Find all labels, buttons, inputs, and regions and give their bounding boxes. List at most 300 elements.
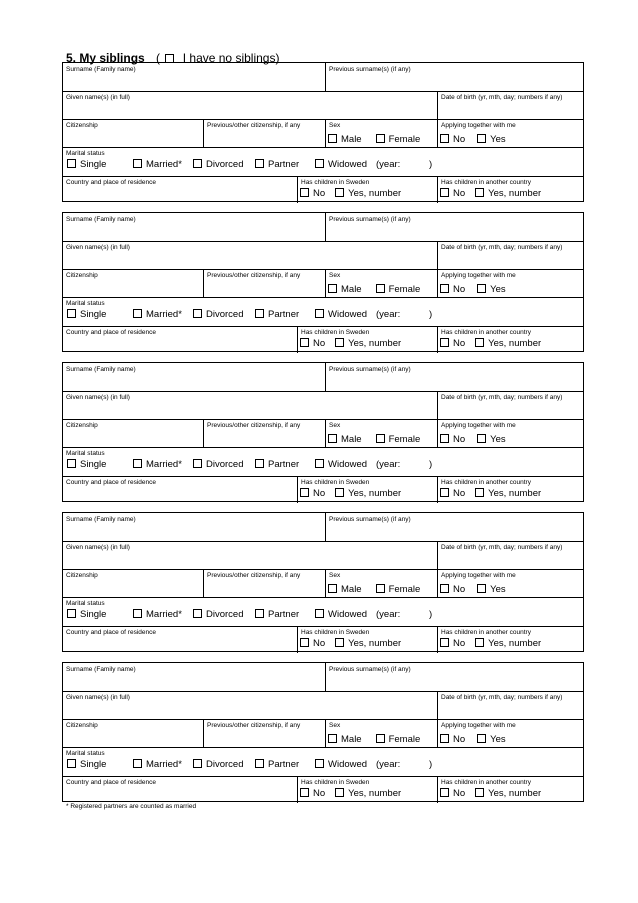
applying-yes-label: Yes	[490, 284, 506, 295]
children-other-yes-option[interactable]	[475, 488, 541, 499]
applying-no-checkbox[interactable]	[440, 134, 449, 143]
citizenship-label: Citizenship	[66, 422, 98, 429]
children-other-label: Has children in another country	[441, 329, 531, 336]
partner-label: Partner	[268, 159, 300, 170]
single-label: Single	[80, 459, 107, 470]
children-sweden-no-label: No	[313, 488, 326, 499]
country-residence-field[interactable]	[63, 326, 297, 353]
given-names-field[interactable]	[63, 241, 437, 269]
male-option[interactable]	[328, 734, 362, 745]
sibling-block	[62, 212, 584, 352]
children-sweden-no-option[interactable]	[300, 488, 325, 499]
applying-no-option[interactable]	[440, 284, 465, 295]
applying-no-option[interactable]	[440, 584, 465, 595]
citizenship-field[interactable]	[63, 719, 203, 747]
applying-yes-option[interactable]	[477, 134, 506, 145]
given-names-row	[63, 691, 583, 720]
sex-field	[325, 269, 438, 297]
children-sweden-no-checkbox[interactable]	[300, 788, 309, 797]
given-names-row	[63, 241, 583, 270]
marital-status-label: Marital status	[66, 150, 105, 157]
children-sweden-field	[297, 326, 438, 353]
surname-label: Surname (Family name)	[66, 216, 136, 223]
previous-surname-field[interactable]	[325, 513, 583, 541]
children-sweden-yes-checkbox[interactable]	[335, 338, 344, 347]
single-checkbox[interactable]	[67, 309, 76, 318]
applying-yes-option[interactable]	[477, 284, 506, 295]
applying-together-label: Applying together with me	[441, 122, 516, 129]
children-other-no-option[interactable]	[440, 488, 465, 499]
partner-checkbox[interactable]	[255, 759, 264, 768]
children-other-no-label: No	[453, 488, 466, 499]
marital-status-row	[63, 597, 583, 627]
children-other-yes-checkbox[interactable]	[475, 488, 484, 497]
children-sweden-label: Has children in Sweden	[301, 479, 370, 486]
children-sweden-no-checkbox[interactable]	[300, 338, 309, 347]
married-label: Married*	[146, 309, 182, 320]
children-sweden-field	[297, 476, 438, 503]
applying-together-field	[437, 269, 583, 297]
residence-row	[63, 176, 583, 203]
partner-label: Partner	[268, 309, 300, 320]
children-sweden-yes-checkbox[interactable]	[335, 638, 344, 647]
applying-no-checkbox[interactable]	[440, 434, 449, 443]
widowed-option[interactable]	[315, 759, 367, 770]
date-of-birth-label: Date of birth (yr, mth, day; numbers if any)	[441, 94, 563, 101]
children-other-yes-label: Yes, number	[488, 488, 542, 499]
divorced-checkbox[interactable]	[193, 459, 202, 468]
partner-checkbox[interactable]	[255, 309, 264, 318]
applying-no-option[interactable]	[440, 734, 465, 745]
children-other-yes-label: Yes, number	[488, 788, 542, 799]
applying-yes-checkbox[interactable]	[477, 434, 486, 443]
citizenship-field[interactable]	[63, 569, 203, 597]
married-option[interactable]	[133, 759, 182, 770]
female-option[interactable]	[376, 134, 421, 145]
children-other-label: Has children in another country	[441, 179, 531, 186]
applying-yes-label: Yes	[490, 434, 506, 445]
given-names-field[interactable]	[63, 91, 437, 119]
female-label: Female	[388, 734, 421, 745]
surname-row	[63, 213, 583, 242]
applying-yes-option[interactable]	[477, 434, 506, 445]
divorced-option[interactable]	[193, 309, 244, 320]
female-checkbox[interactable]	[376, 734, 385, 743]
year-close: )	[429, 759, 433, 770]
children-other-no-checkbox[interactable]	[440, 488, 449, 497]
children-sweden-no-checkbox[interactable]	[300, 188, 309, 197]
surname-row	[63, 363, 583, 392]
children-sweden-yes-label: Yes, number	[348, 488, 402, 499]
year-close: )	[429, 309, 433, 320]
date-of-birth-field[interactable]	[437, 91, 583, 119]
children-sweden-yes-checkbox[interactable]	[335, 188, 344, 197]
children-sweden-field	[297, 176, 438, 203]
date-of-birth-field[interactable]	[437, 691, 583, 719]
children-other-field	[437, 626, 583, 653]
children-sweden-label: Has children in Sweden	[301, 179, 370, 186]
year-open: (year:	[376, 459, 401, 470]
female-checkbox[interactable]	[376, 434, 385, 443]
children-sweden-yes-option[interactable]	[335, 788, 401, 799]
widowed-option[interactable]	[315, 609, 367, 620]
marital-status-label: Marital status	[66, 750, 105, 757]
widowed-checkbox[interactable]	[315, 459, 324, 468]
male-label: Male	[341, 734, 362, 745]
sex-label: Sex	[329, 272, 341, 279]
marital-status-row	[63, 747, 583, 777]
male-label: Male	[341, 584, 362, 595]
children-sweden-no-label: No	[313, 338, 326, 349]
country-residence-field[interactable]	[63, 476, 297, 503]
female-label: Female	[388, 434, 421, 445]
country-residence-field[interactable]	[63, 626, 297, 653]
given-names-field[interactable]	[63, 391, 437, 419]
sibling-block	[62, 362, 584, 502]
children-sweden-no-option[interactable]	[300, 188, 325, 199]
sex-field	[325, 119, 438, 147]
children-sweden-yes-option[interactable]	[335, 638, 401, 649]
sex-label: Sex	[329, 722, 341, 729]
divorced-label: Divorced	[206, 759, 244, 770]
date-of-birth-label: Date of birth (yr, mth, day; numbers if any)	[441, 544, 563, 551]
citizenship-row	[63, 269, 583, 298]
open-paren: (	[156, 51, 161, 65]
previous-citizenship-field[interactable]	[203, 419, 326, 447]
applying-no-label: No	[453, 134, 466, 145]
previous-surname-label: Previous surname(s) (if any)	[329, 366, 411, 373]
children-other-no-checkbox[interactable]	[440, 638, 449, 647]
divorced-checkbox[interactable]	[193, 159, 202, 168]
applying-no-checkbox[interactable]	[440, 284, 449, 293]
applying-yes-label: Yes	[490, 584, 506, 595]
children-other-no-checkbox[interactable]	[440, 188, 449, 197]
single-checkbox[interactable]	[67, 759, 76, 768]
female-checkbox[interactable]	[376, 584, 385, 593]
female-option[interactable]	[376, 584, 421, 595]
given-names-row	[63, 91, 583, 120]
children-other-label: Has children in another country	[441, 779, 531, 786]
surname-field[interactable]	[63, 363, 325, 391]
children-sweden-no-option[interactable]	[300, 638, 325, 649]
surname-field[interactable]	[63, 663, 325, 691]
year-open: (year:	[376, 159, 401, 170]
surname-label: Surname (Family name)	[66, 66, 136, 73]
previous-surname-field[interactable]	[325, 213, 583, 241]
surname-field[interactable]	[63, 513, 325, 541]
applying-no-checkbox[interactable]	[440, 584, 449, 593]
marital-status-label: Marital status	[66, 300, 105, 307]
date-of-birth-field[interactable]	[437, 241, 583, 269]
widowed-option[interactable]	[315, 459, 367, 470]
children-other-field	[437, 326, 583, 353]
date-of-birth-field[interactable]	[437, 541, 583, 569]
male-option[interactable]	[328, 134, 362, 145]
citizenship-row	[63, 419, 583, 448]
male-checkbox[interactable]	[328, 734, 337, 743]
surname-row	[63, 663, 583, 692]
year-close: )	[429, 459, 433, 470]
applying-together-label: Applying together with me	[441, 422, 516, 429]
female-checkbox[interactable]	[376, 134, 385, 143]
previous-citizenship-label: Previous/other citizenship, if any	[207, 272, 301, 279]
married-option[interactable]	[133, 159, 182, 170]
children-sweden-no-label: No	[313, 188, 326, 199]
applying-no-option[interactable]	[440, 434, 465, 445]
children-other-field	[437, 476, 583, 503]
applying-yes-option[interactable]	[477, 734, 506, 745]
country-residence-field[interactable]	[63, 176, 297, 203]
section-heading: My siblings	[79, 51, 145, 65]
children-sweden-no-label: No	[313, 788, 326, 799]
marital-status-label: Marital status	[66, 600, 105, 607]
male-label: Male	[341, 434, 362, 445]
widowed-checkbox[interactable]	[315, 759, 324, 768]
children-other-no-checkbox[interactable]	[440, 788, 449, 797]
children-other-yes-checkbox[interactable]	[475, 788, 484, 797]
children-sweden-yes-option[interactable]	[335, 488, 401, 499]
country-residence-label: Country and place of residence	[66, 479, 156, 486]
sibling-block	[62, 62, 584, 202]
widowed-option[interactable]	[315, 309, 367, 320]
children-other-no-option[interactable]	[440, 788, 465, 799]
children-other-no-label: No	[453, 338, 466, 349]
applying-yes-label: Yes	[490, 134, 506, 145]
footnote: * Registered partners are counted as married	[66, 803, 197, 810]
male-checkbox[interactable]	[328, 284, 337, 293]
married-label: Married*	[146, 459, 182, 470]
children-other-yes-checkbox[interactable]	[475, 188, 484, 197]
partner-label: Partner	[268, 459, 300, 470]
partner-option[interactable]	[255, 759, 299, 770]
marital-status-row	[63, 147, 583, 177]
citizenship-field[interactable]	[63, 269, 203, 297]
female-checkbox[interactable]	[376, 284, 385, 293]
widowed-checkbox[interactable]	[315, 309, 324, 318]
year-close: )	[429, 609, 433, 620]
married-checkbox[interactable]	[133, 159, 142, 168]
children-other-field	[437, 776, 583, 803]
marital-status-row	[63, 447, 583, 477]
children-other-yes-label: Yes, number	[488, 188, 542, 199]
widowed-option[interactable]	[315, 159, 367, 170]
female-option[interactable]	[376, 734, 421, 745]
married-checkbox[interactable]	[133, 609, 142, 618]
section-number: 5.	[66, 51, 77, 65]
children-other-yes-option[interactable]	[475, 638, 541, 649]
widowed-label: Widowed	[328, 609, 368, 620]
children-other-no-checkbox[interactable]	[440, 338, 449, 347]
female-option[interactable]	[376, 284, 421, 295]
citizenship-row	[63, 719, 583, 748]
female-option[interactable]	[376, 434, 421, 445]
citizenship-field[interactable]	[63, 419, 203, 447]
children-other-yes-option[interactable]	[475, 788, 541, 799]
widowed-label: Widowed	[328, 309, 368, 320]
divorced-label: Divorced	[206, 159, 244, 170]
previous-citizenship-label: Previous/other citizenship, if any	[207, 722, 301, 729]
divorced-checkbox[interactable]	[193, 309, 202, 318]
married-checkbox[interactable]	[133, 759, 142, 768]
applying-no-label: No	[453, 584, 466, 595]
children-sweden-yes-option[interactable]	[335, 338, 401, 349]
marital-status-row	[63, 297, 583, 327]
country-residence-label: Country and place of residence	[66, 779, 156, 786]
children-sweden-no-option[interactable]	[300, 338, 325, 349]
previous-citizenship-label: Previous/other citizenship, if any	[207, 122, 301, 129]
applying-yes-checkbox[interactable]	[477, 734, 486, 743]
surname-label: Surname (Family name)	[66, 516, 136, 523]
married-checkbox[interactable]	[133, 309, 142, 318]
partner-option[interactable]	[255, 609, 299, 620]
previous-surname-field[interactable]	[325, 63, 583, 91]
partner-option[interactable]	[255, 459, 299, 470]
single-option[interactable]	[67, 309, 106, 320]
children-other-no-option[interactable]	[440, 638, 465, 649]
citizenship-field[interactable]	[63, 119, 203, 147]
widowed-checkbox[interactable]	[315, 159, 324, 168]
date-of-birth-label: Date of birth (yr, mth, day; numbers if any)	[441, 244, 563, 251]
surname-field[interactable]	[63, 63, 325, 91]
widowed-label: Widowed	[328, 159, 368, 170]
sex-field	[325, 719, 438, 747]
children-other-yes-label: Yes, number	[488, 638, 542, 649]
children-other-yes-checkbox[interactable]	[475, 338, 484, 347]
children-sweden-no-option[interactable]	[300, 788, 325, 799]
partner-checkbox[interactable]	[255, 159, 264, 168]
married-option[interactable]	[133, 459, 182, 470]
date-of-birth-label: Date of birth (yr, mth, day; numbers if any)	[441, 394, 563, 401]
children-sweden-no-label: No	[313, 638, 326, 649]
previous-surname-field[interactable]	[325, 363, 583, 391]
single-option[interactable]	[67, 159, 106, 170]
applying-yes-option[interactable]	[477, 584, 506, 595]
single-label: Single	[80, 309, 107, 320]
previous-citizenship-field[interactable]	[203, 569, 326, 597]
surname-field[interactable]	[63, 213, 325, 241]
male-option[interactable]	[328, 284, 362, 295]
country-residence-label: Country and place of residence	[66, 179, 156, 186]
children-other-no-label: No	[453, 788, 466, 799]
divorced-checkbox[interactable]	[193, 609, 202, 618]
previous-surname-field[interactable]	[325, 663, 583, 691]
citizenship-row	[63, 119, 583, 148]
married-checkbox[interactable]	[133, 459, 142, 468]
applying-no-option[interactable]	[440, 134, 465, 145]
divorced-option[interactable]	[193, 759, 244, 770]
married-option[interactable]	[133, 309, 182, 320]
given-names-row	[63, 541, 583, 570]
single-checkbox[interactable]	[67, 459, 76, 468]
year-open: (year:	[376, 609, 401, 620]
date-of-birth-field[interactable]	[437, 391, 583, 419]
divorced-label: Divorced	[206, 609, 244, 620]
single-option[interactable]	[67, 759, 106, 770]
single-checkbox[interactable]	[67, 159, 76, 168]
single-option[interactable]	[67, 459, 106, 470]
previous-surname-label: Previous surname(s) (if any)	[329, 216, 411, 223]
residence-row	[63, 476, 583, 503]
children-sweden-yes-label: Yes, number	[348, 638, 402, 649]
divorced-option[interactable]	[193, 609, 244, 620]
children-other-yes-label: Yes, number	[488, 338, 542, 349]
applying-yes-checkbox[interactable]	[477, 134, 486, 143]
partner-label: Partner	[268, 759, 300, 770]
country-residence-field[interactable]	[63, 776, 297, 803]
previous-citizenship-field[interactable]	[203, 119, 326, 147]
year-open: (year:	[376, 309, 401, 320]
year-open: (year:	[376, 759, 401, 770]
children-sweden-yes-option[interactable]	[335, 188, 401, 199]
previous-citizenship-field[interactable]	[203, 719, 326, 747]
children-sweden-yes-checkbox[interactable]	[335, 488, 344, 497]
citizenship-label: Citizenship	[66, 272, 98, 279]
no-siblings-label: I have no siblings)	[182, 51, 280, 65]
single-label: Single	[80, 159, 107, 170]
surname-label: Surname (Family name)	[66, 666, 136, 673]
divorced-option[interactable]	[193, 459, 244, 470]
single-checkbox[interactable]	[67, 609, 76, 618]
given-names-field[interactable]	[63, 691, 437, 719]
country-residence-label: Country and place of residence	[66, 629, 156, 636]
previous-citizenship-field[interactable]	[203, 269, 326, 297]
divorced-option[interactable]	[193, 159, 244, 170]
citizenship-label: Citizenship	[66, 722, 98, 729]
single-option[interactable]	[67, 609, 106, 620]
female-label: Female	[388, 284, 421, 295]
married-label: Married*	[146, 759, 182, 770]
children-sweden-field	[297, 776, 438, 803]
applying-yes-checkbox[interactable]	[477, 284, 486, 293]
children-other-yes-option[interactable]	[475, 338, 541, 349]
children-other-no-option[interactable]	[440, 338, 465, 349]
male-option[interactable]	[328, 434, 362, 445]
divorced-checkbox[interactable]	[193, 759, 202, 768]
surname-row	[63, 63, 583, 92]
applying-yes-checkbox[interactable]	[477, 584, 486, 593]
children-other-no-label: No	[453, 188, 466, 199]
children-other-yes-option[interactable]	[475, 188, 541, 199]
children-sweden-no-checkbox[interactable]	[300, 638, 309, 647]
children-other-field	[437, 176, 583, 203]
partner-checkbox[interactable]	[255, 609, 264, 618]
male-checkbox[interactable]	[328, 584, 337, 593]
married-option[interactable]	[133, 609, 182, 620]
partner-option[interactable]	[255, 309, 299, 320]
divorced-label: Divorced	[206, 459, 244, 470]
children-sweden-no-checkbox[interactable]	[300, 488, 309, 497]
year-close: )	[429, 159, 433, 170]
given-names-field[interactable]	[63, 541, 437, 569]
children-other-no-option[interactable]	[440, 188, 465, 199]
partner-checkbox[interactable]	[255, 459, 264, 468]
given-names-label: Given name(s) (in full)	[66, 94, 130, 101]
applying-no-checkbox[interactable]	[440, 734, 449, 743]
previous-surname-label: Previous surname(s) (if any)	[329, 66, 411, 73]
children-sweden-yes-checkbox[interactable]	[335, 788, 344, 797]
sex-field	[325, 569, 438, 597]
applying-together-field	[437, 119, 583, 147]
male-checkbox[interactable]	[328, 134, 337, 143]
male-option[interactable]	[328, 584, 362, 595]
surname-label: Surname (Family name)	[66, 366, 136, 373]
partner-option[interactable]	[255, 159, 299, 170]
widowed-checkbox[interactable]	[315, 609, 324, 618]
sex-label: Sex	[329, 122, 341, 129]
children-other-yes-checkbox[interactable]	[475, 638, 484, 647]
given-names-row	[63, 391, 583, 420]
male-checkbox[interactable]	[328, 434, 337, 443]
